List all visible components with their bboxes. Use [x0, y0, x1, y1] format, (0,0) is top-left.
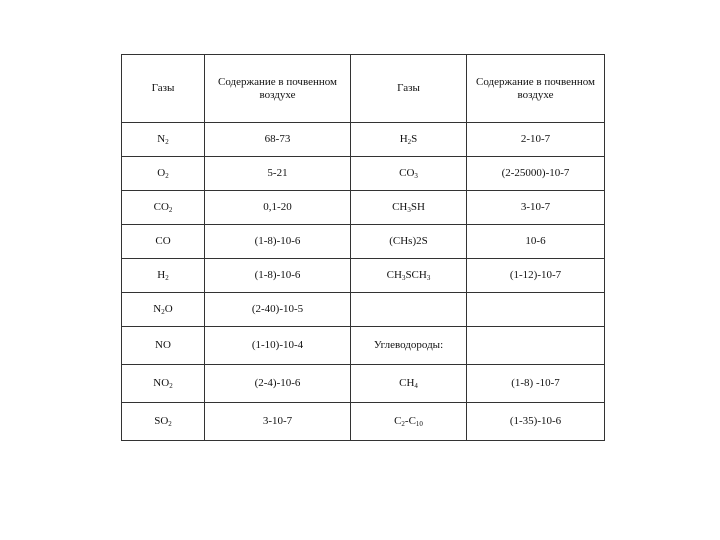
header-content-2: Содержание в почвенном воздухе	[467, 55, 605, 123]
gas-cell: $CH_4$	[351, 365, 467, 403]
gas-cell: $H_2S$	[351, 123, 467, 157]
value-cell: 3-10-7	[205, 403, 351, 441]
value-cell: (1-10)-10-4	[205, 327, 351, 365]
hydrocarbons-label: Углеводороды:	[351, 327, 467, 365]
table-header-row	[122, 55, 605, 123]
value-cell: 0,1-20	[205, 191, 351, 225]
gas-cell: $N_2$	[122, 123, 205, 157]
value-cell: (1-35)-10-6	[467, 403, 605, 441]
table-row	[122, 225, 605, 259]
gas-cell: $NO_2$	[122, 365, 205, 403]
gas-cell: $N_2O$	[122, 293, 205, 327]
gas-cell: $H_2$	[122, 259, 205, 293]
table-row	[122, 123, 605, 157]
gas-content-table	[121, 54, 605, 441]
header-gas-1: Газы	[122, 55, 205, 123]
table-row	[122, 327, 605, 365]
gas-cell: $SO_2$	[122, 403, 205, 441]
value-cell: (1-12)-10-7	[467, 259, 605, 293]
value-cell	[467, 293, 605, 327]
table-row	[122, 191, 605, 225]
table-row	[122, 259, 605, 293]
table-row	[122, 293, 605, 327]
gas-cell: (CHs)2S	[351, 225, 467, 259]
value-cell: 5-21	[205, 157, 351, 191]
table-row	[122, 365, 605, 403]
value-cell: (1-8)-10-6	[205, 259, 351, 293]
value-cell: (1-8) -10-7	[467, 365, 605, 403]
gas-cell: $CH_3SCH_3$	[351, 259, 467, 293]
gas-cell: NO	[122, 327, 205, 365]
gas-cell: $CO_2$	[122, 191, 205, 225]
gas-cell	[351, 293, 467, 327]
value-cell: 2-10-7	[467, 123, 605, 157]
value-cell: 3-10-7	[467, 191, 605, 225]
header-gas-2: Газы	[351, 55, 467, 123]
gas-cell: $CO_3$	[351, 157, 467, 191]
value-cell	[467, 327, 605, 365]
gas-cell: $CH_3SH$	[351, 191, 467, 225]
table-row	[122, 157, 605, 191]
gas-cell: CO	[122, 225, 205, 259]
value-cell: (2-25000)-10-7	[467, 157, 605, 191]
value-cell: (2-4)-10-6	[205, 365, 351, 403]
value-cell: 10-6	[467, 225, 605, 259]
gas-cell: $C_2-C_{10}$	[351, 403, 467, 441]
value-cell: (1-8)-10-6	[205, 225, 351, 259]
table-row	[122, 403, 605, 441]
header-content-1: Содержание в почвенном воздухе	[205, 55, 351, 123]
gas-cell: $O_2$	[122, 157, 205, 191]
value-cell: (2-40)-10-5	[205, 293, 351, 327]
value-cell: 68-73	[205, 123, 351, 157]
